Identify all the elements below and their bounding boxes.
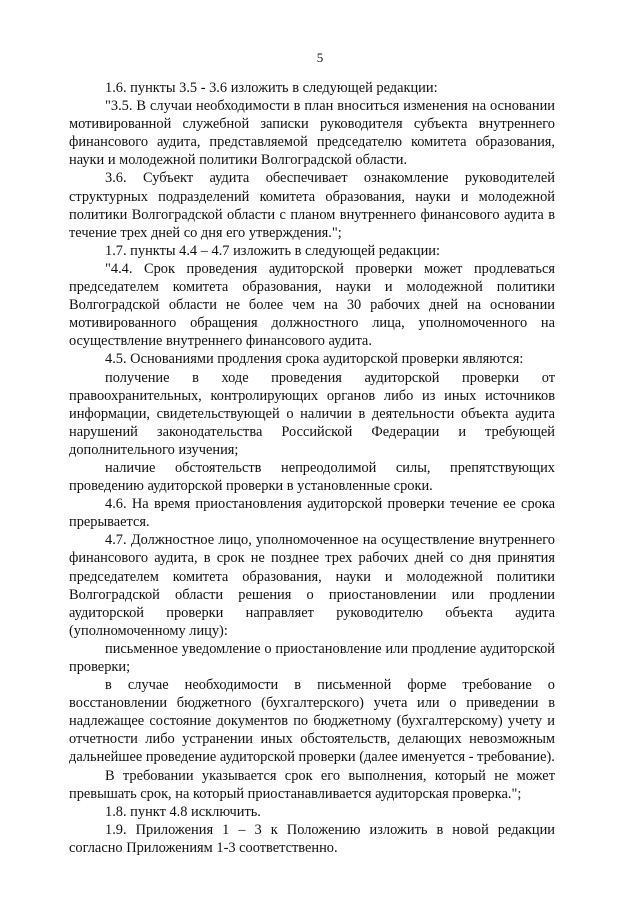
paragraph-1-7: 1.7. пункты 4.4 – 4.7 изложить в следующей редакции:	[105, 242, 440, 259]
paragraph-4-7-item-2: в случае необходимости в письменной форме требование о восстановлении бюджетного (бухгалтерского) учета или о приведении в надлежащее состояние документов по бюджетному (бухгалтерскому) учету и отчетности либо устранении иных обстоятельств, делающих невозможным дальнейшее проведение аудиторской проверки (далее именуется - требование).	[69, 677, 555, 766]
paragraph-1-6: 1.6. пункты 3.5 - 3.6 изложить в следующей редакции:	[105, 80, 438, 96]
paragraph-4-4: "4.4. Срок проведения аудиторской проверки может продлеваться председателем комитета образования, науки и молодежной политики Волгоградской области не более чем на 30 рабочих дней на основании мотивированного обращения должностного лица, уполномоченного на осуществление внутреннего финансового аудита.	[69, 260, 555, 350]
page-number: 5	[316, 50, 324, 65]
paragraph-3-5: "3.5. В случаи необходимости в план вноситься изменения на основании мотивированной служебной записки руководителя субъекта внутреннего финансового аудита, представляемой председателю комитета образования, науки и молодежной политики Волгоградской области.	[69, 98, 555, 169]
paragraph-1-8: 1.8. пункт 4.8 исключить.	[105, 803, 261, 820]
paragraph-4-5-item-2: наличие обстоятельств непреодолимой силы, препятствующих проведению аудиторской проверки в установленные сроки.	[69, 459, 555, 495]
document-body	[69, 79, 555, 857]
paragraph-1-9: 1.9. Приложения 1 – 3 к Положению изложить в новой редакции согласно Приложениям 1-3 соответственно.	[69, 821, 555, 856]
paragraph-4-5: 4.5. Основаниями продления срока аудиторской проверки являются:	[105, 351, 524, 368]
paragraph-4-7: 4.7. Должностное лицо, уполномоченное на осуществление внутреннего финансового аудита, в срок не позднее трех рабочих дней со дня принятия председателем комитета образования, науки и молодежной политики Волгоградской области решения о приостановлении или продлении аудиторской проверки направляет руководителю объекта аудита (уполномоченному лицу):	[69, 532, 555, 639]
paragraph-3-6: 3.6. Субъект аудита обеспечивает ознакомление руководителей структурных подразделений комитета образования, науки и молодежной политики Волгоградской области с планом внутреннего финансового аудита в течение трех дней со дня его утверждения.";	[69, 170, 555, 241]
paragraph-requirement-term: В требовании указывается срок его выполнения, который не может превышать срок, на который приостанавливается аудиторская проверка.";	[69, 767, 555, 802]
paragraph-4-6: 4.6. На время приостановления аудиторской проверки течение ее срока прерывается.	[69, 496, 555, 531]
paragraph-4-5-item-1: получение в ходе проведения аудиторской проверки от правоохранительных, контролирующих органов либо из иных источников информации, свидетельствующей о наличии в деятельности объекта аудита нарушений законодательства Российской Федерации и требующей дополнительного изучения;	[69, 369, 555, 458]
paragraph-4-7-item-1: письменное уведомление о приостановление или продление аудиторской проверки;	[69, 640, 555, 675]
